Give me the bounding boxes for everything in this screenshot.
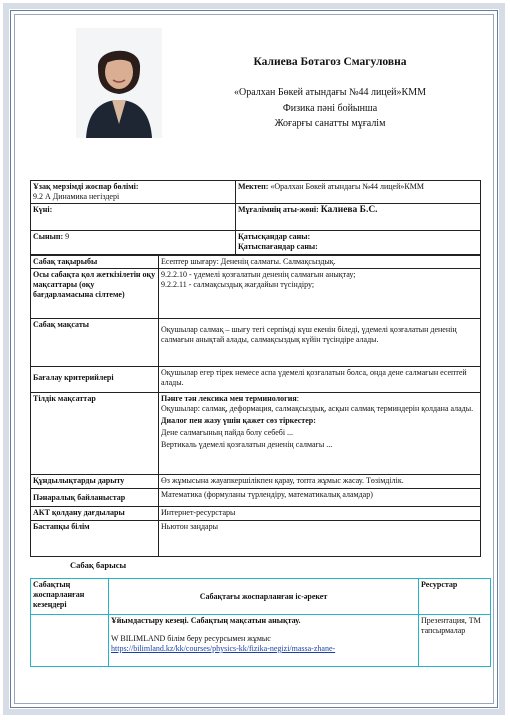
values-value: Өз жұмысына жауапкершілікпен қарау, топта жұмыс жасау. Төзімділік. xyxy=(159,475,481,489)
col-activity-header: Сабақтағы жоспарланған іс-әрекет xyxy=(109,579,419,615)
language-heading-1-suffix: : xyxy=(296,394,299,403)
grade-label: Сынып: xyxy=(33,232,64,241)
ict-value: Интернет-ресурстары xyxy=(159,507,481,521)
lesson-progress-table xyxy=(30,578,491,667)
bilimland-link[interactable]: https://bilimland.kz/kk/courses/physics-kk/fizika-negizi/massa-zhane- xyxy=(111,644,336,653)
prior-label: Бастапқы білім xyxy=(31,521,159,557)
resources-cell: Презентация, ТМ тапсырмалар xyxy=(419,615,491,667)
language-heading-2: Диалог пен жазу үшін қажет сөз тіркестер: xyxy=(161,416,316,425)
language-cell xyxy=(159,393,481,475)
school-label: Мектеп: xyxy=(238,182,269,191)
date-cell xyxy=(31,204,236,231)
crosslinks-value: Математика (формуланы түрлендіру, математикалық аламдар) xyxy=(159,489,481,507)
lesson-plan-table xyxy=(30,255,481,557)
criteria-label: Бағалау критерийлері xyxy=(31,367,159,393)
teacher-cell xyxy=(236,204,481,231)
progress-title: Сабақ барысы xyxy=(70,560,127,570)
teacher-label: Мұғалімнің аты-жөні: xyxy=(238,205,319,214)
values-label: Құндылықтарды дарыту xyxy=(31,475,159,489)
criteria-value: Оқушылар егер тірек немесе аспа үдемелі қозғалатын болса, онда дене салмағын есептей алады. xyxy=(159,367,481,393)
activity-text: W BILIMLAND білім беру ресурсымен жұмыс xyxy=(111,634,271,643)
language-heading-1: Пәнге тән лексика мен терминология xyxy=(161,394,297,403)
prior-value: Ньютон заңдары xyxy=(159,521,481,557)
school-value: «Оралхан Бөкей атындағы №44 лицей»КММ xyxy=(270,182,424,191)
unit-cell xyxy=(31,181,236,204)
col-resources-header: Ресурстар xyxy=(419,579,491,615)
lesson-info-table xyxy=(30,180,481,255)
objectives-cell xyxy=(159,269,481,319)
unit-label: Ұзақ мерзімді жоспар бөлімі: xyxy=(33,182,139,191)
activity-cell xyxy=(109,615,419,667)
aim-value: Оқушылар салмақ – шығу тегі серпімді күш екенін біледі, үдемелі қозғалатын дененің салмағын анықтай алады, салмақсыздық күйін түсіндіре алады. xyxy=(159,319,481,367)
grade-cell xyxy=(31,231,236,255)
stage-cell xyxy=(31,615,109,667)
unit-value: 9.2 А Динамика негіздері xyxy=(33,192,120,201)
language-label: Тілдік мақсаттар xyxy=(31,393,159,475)
language-text-3: Вертикаль үдемелі қозғалатын дененің салмағы ... xyxy=(161,440,333,449)
date-label: Күні: xyxy=(33,205,53,214)
school-cell xyxy=(236,181,481,204)
grade-value: 9 xyxy=(65,232,70,241)
teacher-photo xyxy=(76,28,162,138)
language-text-2: Дене салмағының пайда болу себебі ... xyxy=(161,428,294,437)
teacher-name: Калиева Ботагоз Смагуловна xyxy=(253,56,407,68)
absent-label: Қатыспағандар саны: xyxy=(238,242,318,251)
subject-line: Физика пәні бойынша xyxy=(282,103,378,114)
teacher-rank: Жоғарғы санатты мұғалім xyxy=(274,118,386,129)
aim-label: Сабақ мақсаты xyxy=(31,319,159,367)
topic-value: Есептер шығару: Дененің салмағы. Салмақсыздық. xyxy=(159,256,481,269)
teacher-value: Калиева Б.С. xyxy=(320,205,378,215)
present-label: Қатысқандар саны: xyxy=(238,232,311,241)
objective-1: 9.2.2.10 - үдемелі қозғалатын дененің салмағын анықтау; xyxy=(161,270,356,279)
col-stage-header: Сабақтың жоспарланған кезеңдері xyxy=(31,579,109,615)
objectives-label: Осы сабақта қол жеткізілетін оқу мақсаттары (оқу бағдарламасына сілтеме) xyxy=(31,269,159,319)
topic-label: Сабақ тақырыбы xyxy=(31,256,159,269)
language-text-1: Оқушылар: салмақ, деформация, салмақсыздық, асқын салмақ терминдерін қолдана алады. xyxy=(161,404,474,413)
attendance-cell xyxy=(236,231,481,255)
school-name: «Оралхан Бөкей атындағы №44 лицей»КММ xyxy=(234,87,426,98)
activity-heading: Ұйымдастыру кезеңі. Сабақтың мақсатын анықтау. xyxy=(111,616,301,625)
objective-2: 9.2.2.11 - салмақсыздық жағдайын түсіндіру; xyxy=(161,280,315,289)
crosslinks-label: Пәнаралық байланыстар xyxy=(31,489,159,507)
ict-label: АКТ қолдану дағдылары xyxy=(31,507,159,521)
